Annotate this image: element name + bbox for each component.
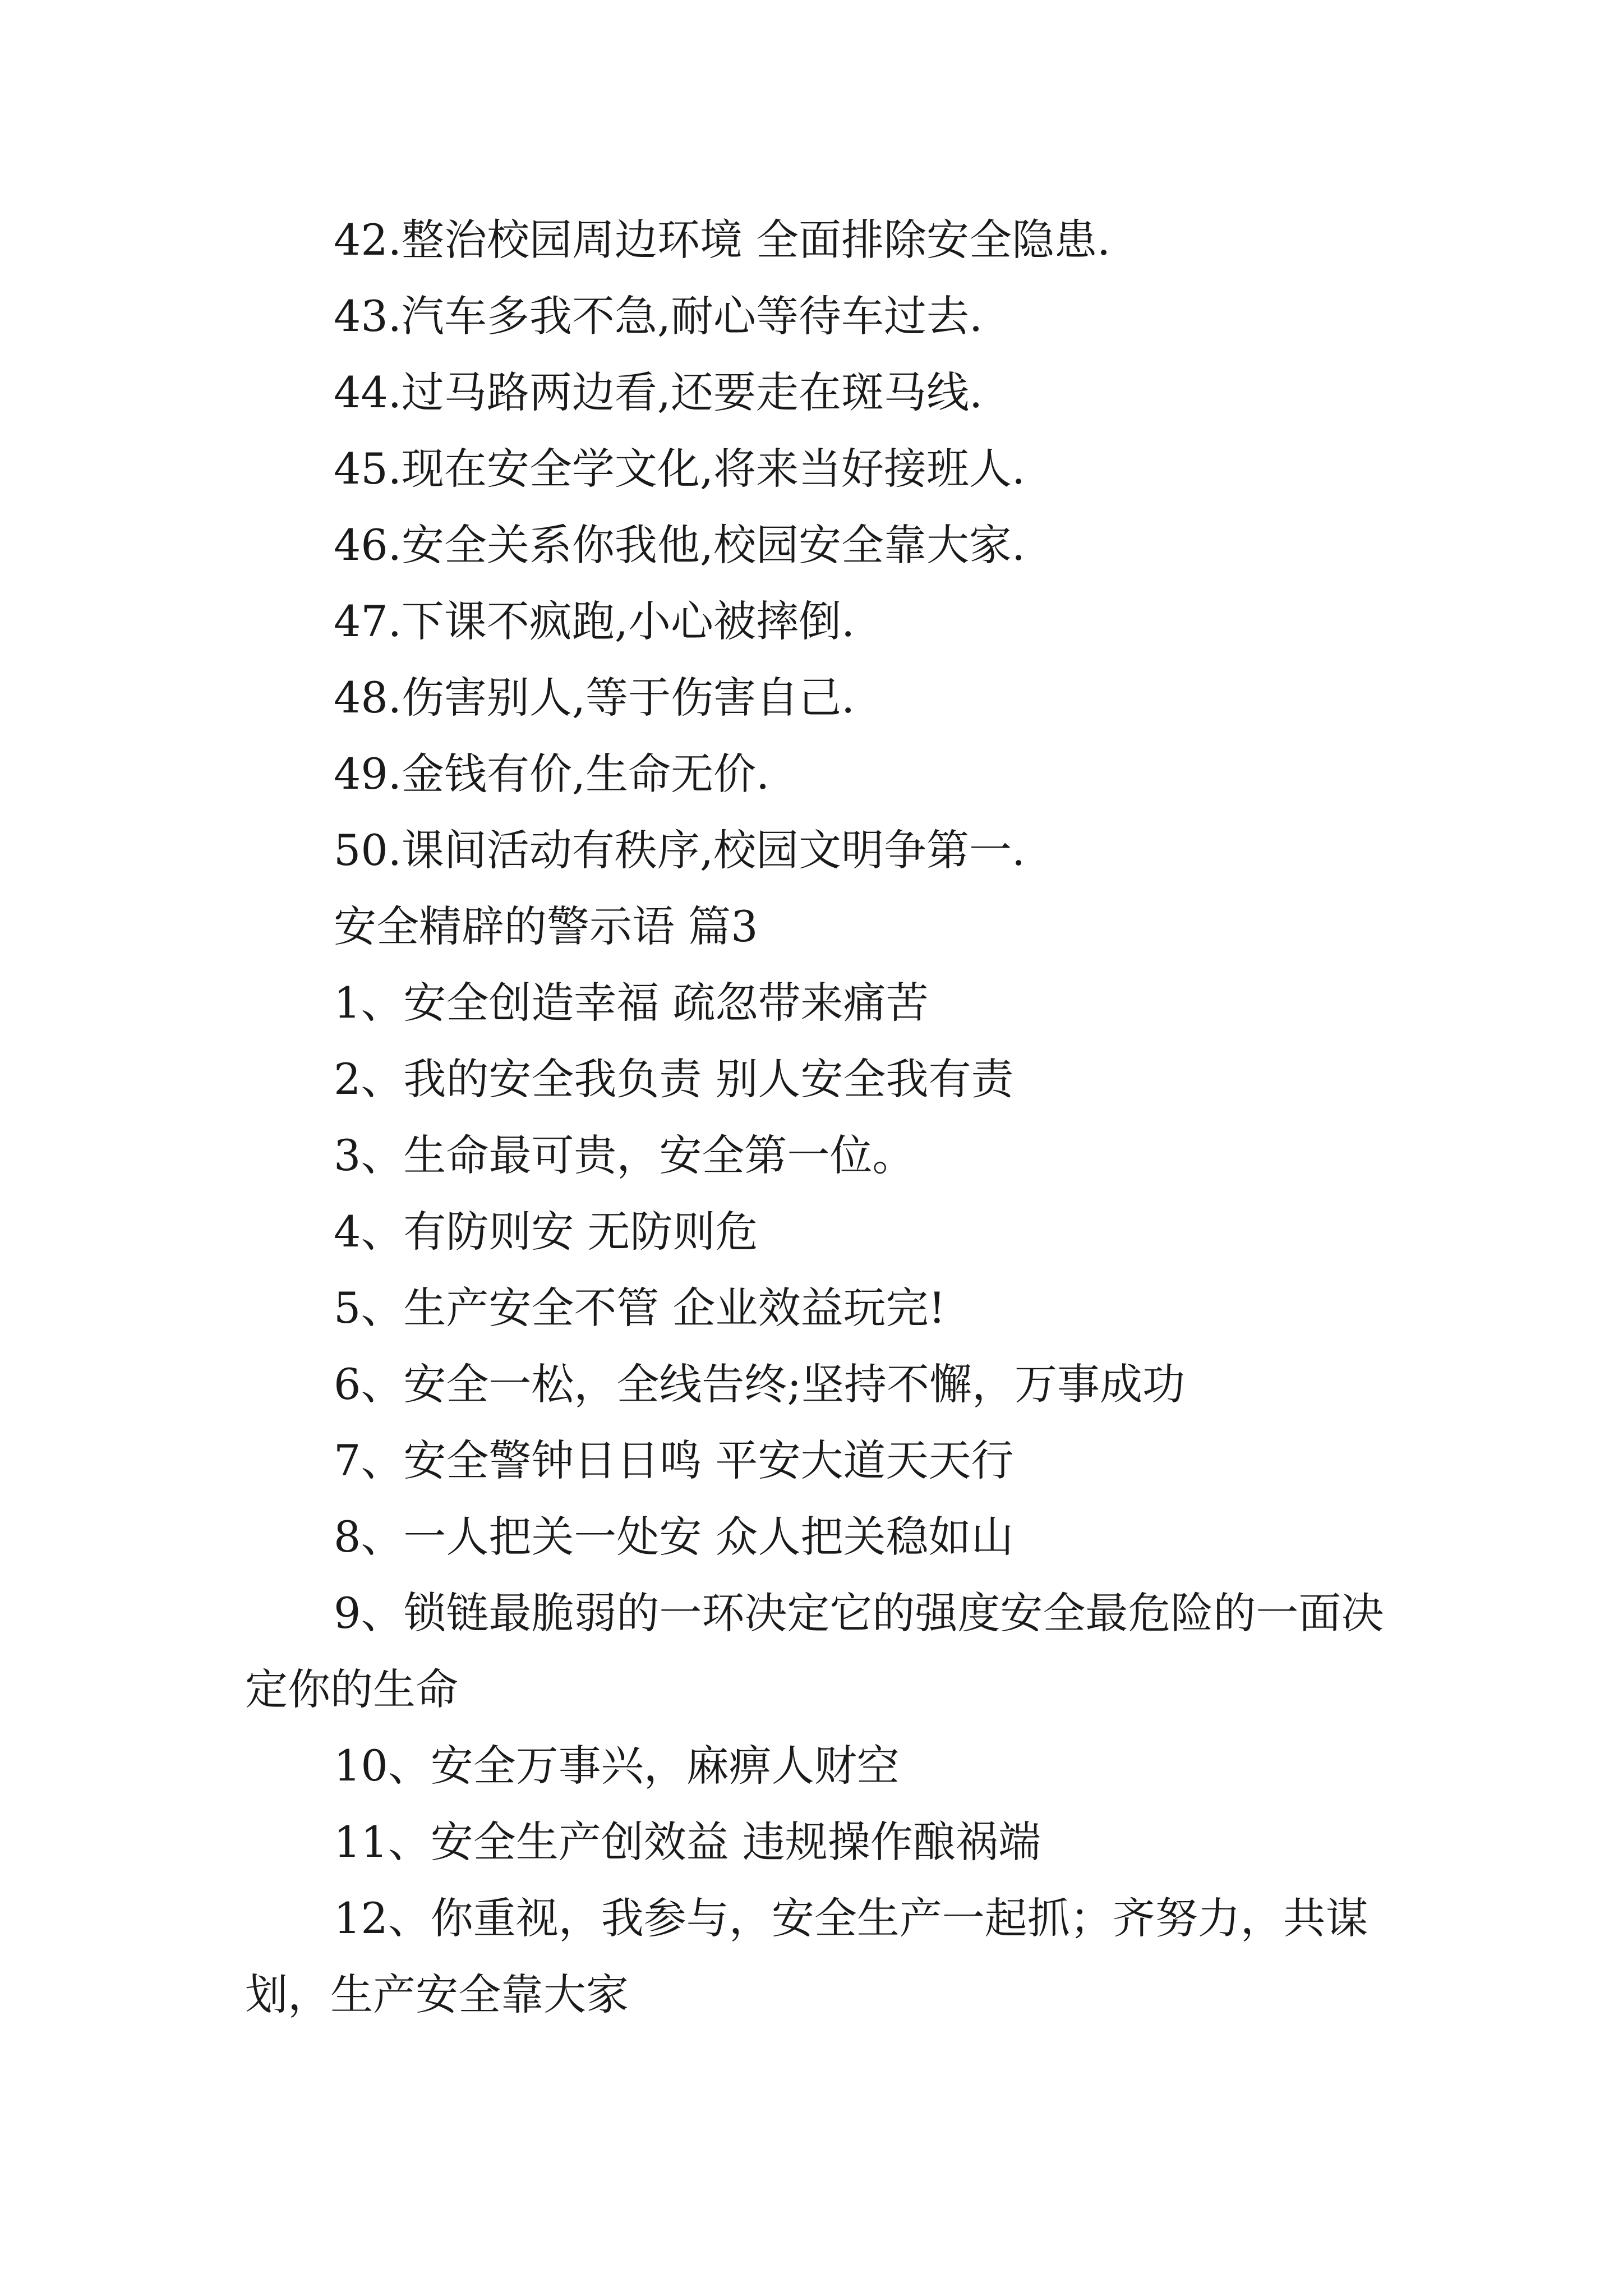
slogan-line-42: 42.整治校园周边环境 全面排除安全隐患.	[334, 215, 1111, 265]
warning-line-10: 10、安全万事兴，麻痹人财空	[334, 1741, 900, 1791]
warning-line-7: 7、安全警钟日日鸣 平安大道天天行	[334, 1435, 1014, 1485]
warning-line-8: 8、一人把关一处安 众人把关稳如山	[334, 1512, 1014, 1562]
warning-line-4: 4、有防则安 无防则危	[334, 1207, 758, 1257]
warning-line-5: 5、生产安全不管 企业效益玩完!	[334, 1283, 946, 1333]
warning-line-3: 3、生命最可贵，安全第一位。	[334, 1130, 915, 1180]
slogan-line-50: 50.课间活动有秩序,校园文明争第一.	[334, 825, 1026, 875]
slogan-line-43: 43.汽车多我不急,耐心等待车过去.	[334, 291, 983, 341]
warning-line-12: 12、你重视，我参与，安全生产一起抓；齐努力，共谋划，生产安全靠大家	[245, 1893, 1368, 2019]
slogan-line-45: 45.现在安全学文化,将来当好接班人.	[334, 444, 1026, 494]
warning-line-9: 9、锁链最脆弱的一环决定它的强度安全最危险的一面决定你的生命	[245, 1588, 1384, 1714]
warning-line-2: 2、我的安全我负责 别人安全我有责	[334, 1054, 1014, 1104]
slogan-line-47: 47.下课不疯跑,小心被摔倒.	[334, 596, 855, 646]
warning-line-11: 11、安全生产创效益 违规操作酿祸端	[334, 1817, 1041, 1867]
slogan-line-48: 48.伤害别人,等于伤害自己.	[334, 673, 855, 723]
slogan-line-44: 44.过马路两边看,还要走在斑马线.	[334, 367, 983, 417]
warning-line-6: 6、安全一松，全线告终;坚持不懈，万事成功	[334, 1359, 1185, 1409]
document-body	[245, 202, 1389, 2033]
warning-line-1: 1、安全创造幸福 疏忽带来痛苦	[334, 978, 929, 1028]
slogan-line-49: 49.金钱有价,生命无价.	[334, 749, 770, 799]
slogan-line-46: 46.安全关系你我他,校园安全靠大家.	[334, 520, 1026, 570]
section-heading: 安全精辟的警示语 篇3	[334, 901, 758, 951]
